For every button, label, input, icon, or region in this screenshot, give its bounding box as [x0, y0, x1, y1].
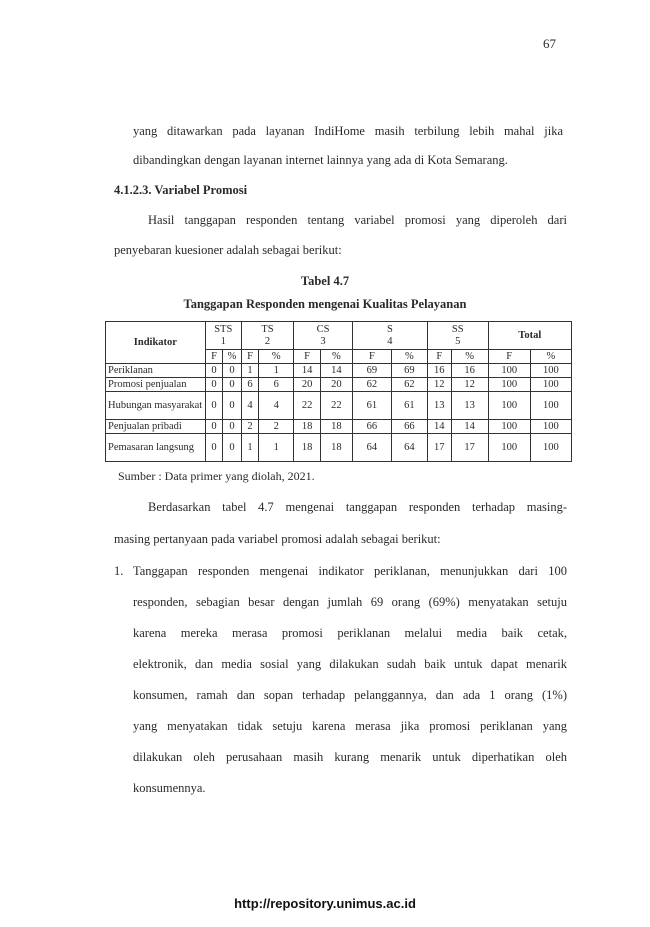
- value-cell: 100: [530, 420, 571, 434]
- section-heading: 4.1.2.3. Variabel Promosi: [114, 183, 248, 197]
- group-header-cs: CS 3: [294, 322, 353, 350]
- group-header-s: S 4: [352, 322, 427, 350]
- page-number: 67: [543, 36, 556, 51]
- value-cell: 22: [320, 392, 352, 420]
- value-cell: 66: [352, 420, 391, 434]
- value-cell: 64: [352, 434, 391, 462]
- value-cell: 100: [488, 378, 530, 392]
- responses-table: [105, 321, 572, 462]
- value-cell: 2: [259, 420, 294, 434]
- value-cell: 61: [391, 392, 427, 420]
- value-cell: 12: [427, 378, 451, 392]
- value-cell: 20: [320, 378, 352, 392]
- value-cell: 1: [259, 364, 294, 378]
- indicator-cell: Periklanan: [106, 364, 206, 378]
- table-source: Sumber : Data primer yang diolah, 2021.: [118, 469, 315, 483]
- list-line: elektronik, dan media sosial yang dilakukan sudah baik untuk dapat menarik: [133, 657, 567, 671]
- value-cell: 100: [530, 392, 571, 420]
- list-line: Tanggapan responden mengenai indikator periklanan, menunjukkan dari 100: [133, 564, 567, 578]
- value-cell: 2: [241, 420, 258, 434]
- list-line: konsumennya.: [133, 781, 206, 795]
- total-header: Total: [488, 322, 571, 350]
- value-cell: 4: [241, 392, 258, 420]
- table-row: [106, 378, 572, 392]
- sub-header-pct: %: [391, 350, 427, 364]
- value-cell: 6: [259, 378, 294, 392]
- value-cell: 1: [259, 434, 294, 462]
- sub-header-f: F: [427, 350, 451, 364]
- value-cell: 66: [391, 420, 427, 434]
- value-cell: 100: [488, 364, 530, 378]
- value-cell: 13: [451, 392, 488, 420]
- value-cell: 100: [530, 378, 571, 392]
- value-cell: 17: [427, 434, 451, 462]
- intro-line-1: yang ditawarkan pada layanan IndiHome masih terbilung lebih mahal jika: [133, 124, 563, 138]
- value-cell: 0: [205, 364, 222, 378]
- value-cell: 100: [488, 392, 530, 420]
- value-cell: 14: [320, 364, 352, 378]
- value-cell: 100: [488, 434, 530, 462]
- sub-header-pct: %: [320, 350, 352, 364]
- group-header-sts: STS 1: [205, 322, 241, 350]
- value-cell: 13: [427, 392, 451, 420]
- value-cell: 18: [294, 434, 321, 462]
- group-header-ss: SS 5: [427, 322, 488, 350]
- value-cell: 14: [427, 420, 451, 434]
- value-cell: 0: [223, 364, 242, 378]
- value-cell: 61: [352, 392, 391, 420]
- list-line: karena mereka merasa promosi periklanan melalui media baik cetak,: [133, 626, 567, 640]
- analysis-line-2: masing pertanyaan pada variabel promosi adalah sebagai berikut:: [114, 532, 441, 546]
- list-line: konsumen, ramah dan sopan terhadap pelanggannya, dan ada 1 orang (1%): [133, 688, 567, 702]
- table-row: [106, 434, 572, 462]
- indicator-cell: Penjualan pribadi: [106, 420, 206, 434]
- value-cell: 100: [488, 420, 530, 434]
- table-title: Tanggapan Responden mengenai Kualitas Pelayanan: [183, 297, 467, 311]
- value-cell: 0: [223, 378, 242, 392]
- intro-line-2: dibandingkan dengan layanan internet lainnya yang ada di Kota Semarang.: [133, 153, 508, 167]
- value-cell: 62: [352, 378, 391, 392]
- group-header-ts: TS 2: [241, 322, 293, 350]
- value-cell: 20: [294, 378, 321, 392]
- list-line: responden, sebagian besar dengan jumlah 69 orang (69%) menyatakan setuju: [133, 595, 567, 609]
- value-cell: 69: [391, 364, 427, 378]
- indicator-cell: Pemasaran langsung: [106, 434, 206, 462]
- promosi-line-1: Hasil tanggapan responden tentang variabel promosi yang diperoleh dari: [148, 213, 567, 227]
- value-cell: 0: [205, 420, 222, 434]
- sub-header-pct: %: [530, 350, 571, 364]
- list-line: yang menyatakan tidak setuju karena merasa jika promosi periklanan yang: [133, 719, 567, 733]
- value-cell: 0: [205, 434, 222, 462]
- table-row: [106, 364, 572, 378]
- table-label: Tabel 4.7: [300, 274, 350, 288]
- value-cell: 12: [451, 378, 488, 392]
- analysis-line-1: Berdasarkan tabel 4.7 mengenai tanggapan responden terhadap masing-: [148, 500, 567, 514]
- promosi-line-2: penyebaran kuesioner adalah sebagai berikut:: [114, 243, 342, 257]
- sub-header-f: F: [241, 350, 258, 364]
- value-cell: 18: [294, 420, 321, 434]
- value-cell: 64: [391, 434, 427, 462]
- sub-header-pct: %: [223, 350, 242, 364]
- sub-header-f: F: [205, 350, 222, 364]
- value-cell: 0: [223, 434, 242, 462]
- sub-header-f: F: [488, 350, 530, 364]
- indicator-cell: Hubungan masyarakat: [106, 392, 206, 420]
- table-row: [106, 420, 572, 434]
- indicator-cell: Promosi penjualan: [106, 378, 206, 392]
- value-cell: 0: [205, 392, 222, 420]
- list-number: 1.: [114, 564, 124, 578]
- value-cell: 1: [241, 364, 258, 378]
- value-cell: 16: [451, 364, 488, 378]
- list-line: dilakukan oleh perusahaan masih kurang menarik untuk diperhatikan oleh: [133, 750, 567, 764]
- value-cell: 14: [451, 420, 488, 434]
- sub-header-f: F: [352, 350, 391, 364]
- footer-url: http://repository.unimus.ac.id: [234, 896, 416, 911]
- value-cell: 16: [427, 364, 451, 378]
- value-cell: 14: [294, 364, 321, 378]
- value-cell: 100: [530, 434, 571, 462]
- value-cell: 18: [320, 420, 352, 434]
- table-row: [106, 392, 572, 420]
- value-cell: 17: [451, 434, 488, 462]
- indicator-header: Indikator: [106, 322, 206, 364]
- value-cell: 18: [320, 434, 352, 462]
- value-cell: 4: [259, 392, 294, 420]
- sub-header-f: F: [294, 350, 321, 364]
- value-cell: 0: [223, 420, 242, 434]
- value-cell: 100: [530, 364, 571, 378]
- value-cell: 69: [352, 364, 391, 378]
- value-cell: 62: [391, 378, 427, 392]
- value-cell: 6: [241, 378, 258, 392]
- value-cell: 22: [294, 392, 321, 420]
- sub-header-pct: %: [451, 350, 488, 364]
- sub-header-pct: %: [259, 350, 294, 364]
- value-cell: 0: [205, 378, 222, 392]
- value-cell: 1: [241, 434, 258, 462]
- value-cell: 0: [223, 392, 242, 420]
